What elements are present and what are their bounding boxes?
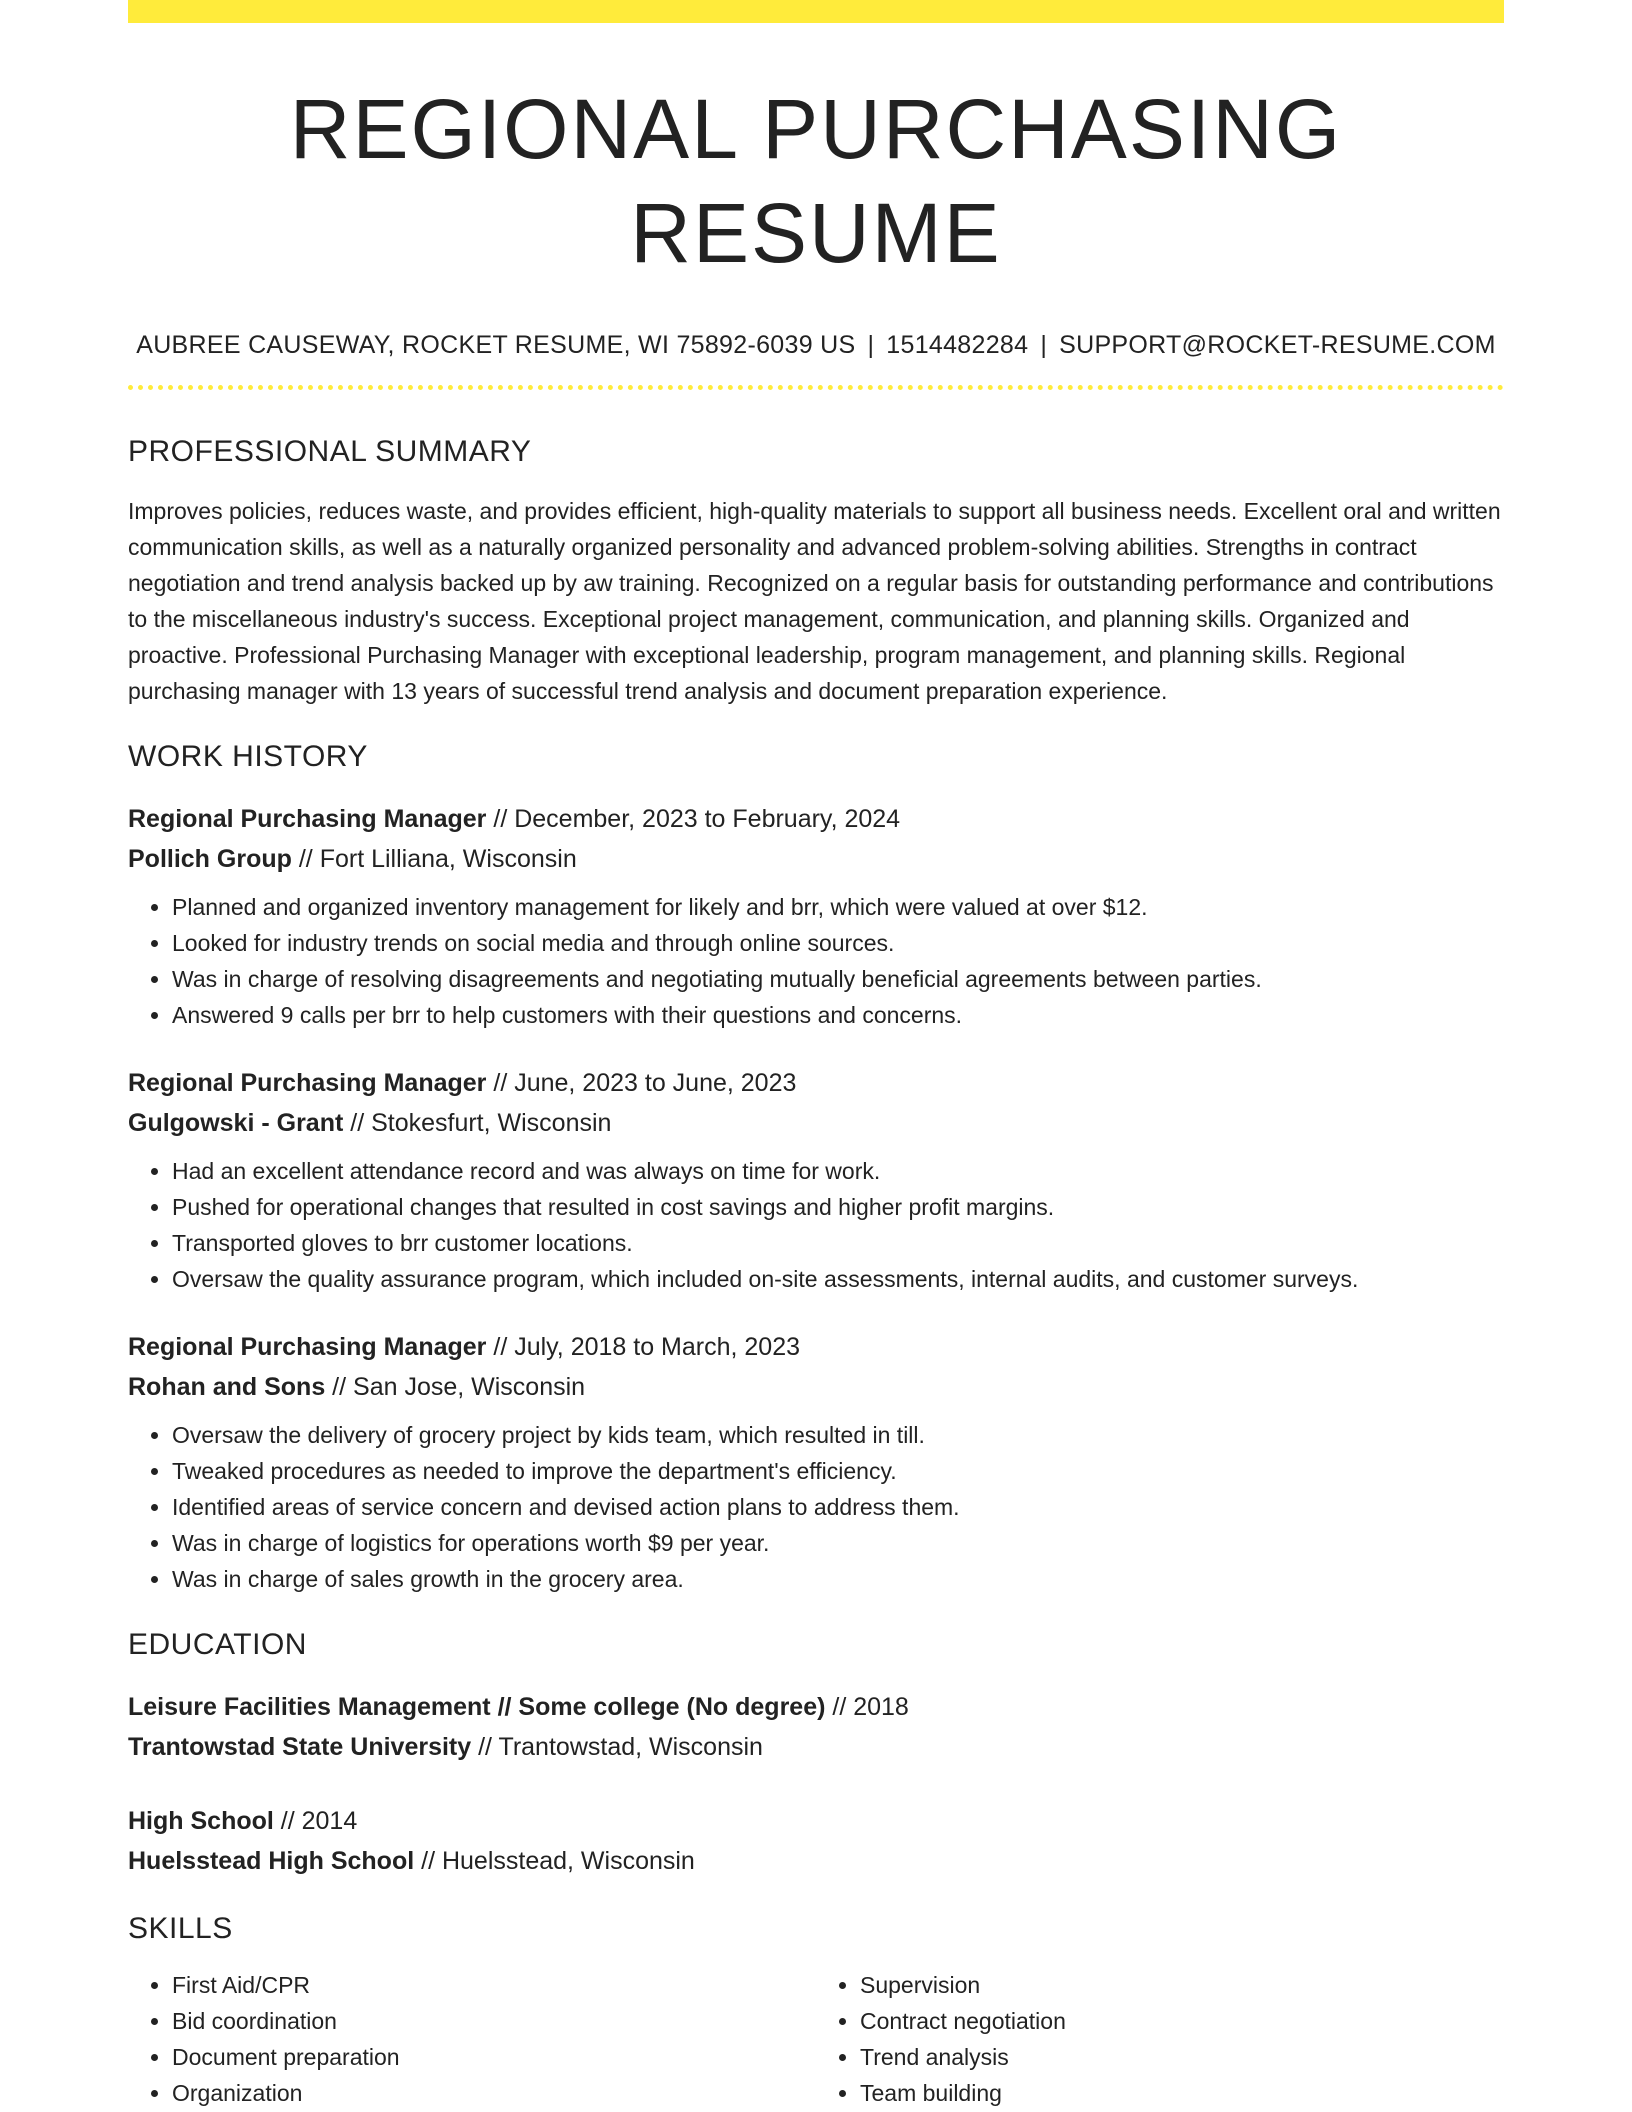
job-bullets xyxy=(128,1417,1504,1597)
job-location: // Fort Lilliana, Wisconsin xyxy=(291,845,577,873)
job-bullet: • Tweaked procedures as needed to improve the department's efficiency. xyxy=(172,1453,1504,1489)
skills-heading: SKILLS xyxy=(128,1912,233,1945)
education-entry xyxy=(128,1687,1504,1767)
job-location: // Stokesfurt, Wisconsin xyxy=(343,1109,612,1137)
education-location: // Trantowstad, Wisconsin xyxy=(471,1733,763,1761)
education-year: // 2018 xyxy=(825,1693,909,1721)
skills-grid xyxy=(128,1967,1504,2111)
job-title-line xyxy=(128,799,1504,839)
skill-item: • First Aid/CPR xyxy=(172,1967,816,2003)
job-bullet: • Transported gloves to brr customer locations. xyxy=(172,1225,1504,1261)
job-bullet: • Oversaw the quality assurance program, which included on-site assessments, internal audits, and customer surveys. xyxy=(172,1261,1504,1297)
job-title: Regional Purchasing Manager xyxy=(128,1069,487,1097)
skill-item: • Contract negotiation xyxy=(860,2003,1504,2039)
education-entry xyxy=(128,1801,1504,1881)
job-dates: // June, 2023 to June, 2023 xyxy=(486,1069,797,1097)
skills-left-column xyxy=(128,1967,816,2111)
education-school-line xyxy=(128,1841,1504,1881)
education-school: Huelsstead High School xyxy=(128,1847,415,1875)
resume-title: REGIONAL PURCHASING RESUME xyxy=(289,82,1343,280)
job-title-line xyxy=(128,1327,1504,1367)
education-degree-line xyxy=(128,1687,1504,1727)
job-entry xyxy=(128,1327,1504,1597)
contact-separator: | xyxy=(1040,331,1048,359)
job-bullet: • Planned and organized inventory management for likely and brr, which were valued at over $12. xyxy=(172,889,1504,925)
job-company: Gulgowski - Grant xyxy=(128,1109,344,1137)
summary-text: Improves policies, reduces waste, and provides efficient, high-quality materials to support all business needs. Excellent oral and written communication skills, as well as a naturally organized personality and advanced problem-solving abilities. Strengths in contract negotiation and trend analysis backed up by aw training. Recognized on a regular basis for outstanding performance and contributions to the miscellaneous industry's success. Exceptional project management, communication, and planning skills. Organized and proactive. Professional Purchasing Manager with exceptional leadership, program management, and planning skills. Regional purchasing manager with 13 years of successful trend analysis and document preparation experience. xyxy=(128,498,1501,704)
job-location: // San Jose, Wisconsin xyxy=(325,1373,586,1401)
job-bullets xyxy=(128,1153,1504,1297)
contact-phone: 1514482284 xyxy=(886,331,1029,359)
job-entry xyxy=(128,799,1504,1033)
job-company-line xyxy=(128,1103,1504,1143)
job-company: Rohan and Sons xyxy=(128,1373,326,1401)
job-dates: // December, 2023 to February, 2024 xyxy=(486,805,901,833)
contact-line xyxy=(128,327,1504,363)
education-school: Trantowstad State University xyxy=(128,1733,472,1761)
education-year: // 2014 xyxy=(273,1807,358,1835)
education-degree-line xyxy=(128,1801,1504,1841)
job-bullet: • Oversaw the delivery of grocery project by kids team, which resulted in till. xyxy=(172,1417,1504,1453)
job-bullet: • Pushed for operational changes that resulted in cost savings and higher profit margins. xyxy=(172,1189,1504,1225)
job-title: Regional Purchasing Manager xyxy=(128,805,487,833)
education-degree: High School xyxy=(128,1807,274,1835)
skill-item: • Organization xyxy=(172,2075,816,2111)
job-bullet: • Was in charge of logistics for operations worth $9 per year. xyxy=(172,1525,1504,1561)
contact-email: SUPPORT@ROCKET-RESUME.COM xyxy=(1059,331,1496,359)
education-school-line xyxy=(128,1727,1504,1767)
contact-separator: | xyxy=(867,331,875,359)
education-heading: EDUCATION xyxy=(128,1628,307,1661)
resume-content xyxy=(128,0,1504,2111)
skill-item: • Bid coordination xyxy=(172,2003,816,2039)
summary-heading: PROFESSIONAL SUMMARY xyxy=(128,435,532,468)
work-history-heading: WORK HISTORY xyxy=(128,740,368,773)
job-entry xyxy=(128,1063,1504,1297)
job-bullet: • Was in charge of sales growth in the grocery area. xyxy=(172,1561,1504,1597)
job-bullet: • Looked for industry trends on social media and through online sources. xyxy=(172,925,1504,961)
skill-item: • Document preparation xyxy=(172,2039,816,2075)
skill-item: • Supervision xyxy=(860,1967,1504,2003)
dotted-divider xyxy=(128,385,1504,390)
education-location: // Huelsstead, Wisconsin xyxy=(414,1847,695,1875)
job-bullet: • Was in charge of resolving disagreements and negotiating mutually beneficial agreements between parties. xyxy=(172,961,1504,997)
job-dates: // July, 2018 to March, 2023 xyxy=(486,1333,801,1361)
contact-address: AUBREE CAUSEWAY, ROCKET RESUME, WI 75892-6039 US xyxy=(136,331,856,359)
job-title-line xyxy=(128,1063,1504,1103)
job-bullet: • Identified areas of service concern and devised action plans to address them. xyxy=(172,1489,1504,1525)
job-title: Regional Purchasing Manager xyxy=(128,1333,487,1361)
job-company-line xyxy=(128,839,1504,879)
skill-item: • Team building xyxy=(860,2075,1504,2111)
job-bullet: • Had an excellent attendance record and was always on time for work. xyxy=(172,1153,1504,1189)
job-company: Pollich Group xyxy=(128,845,292,873)
job-bullet: • Answered 9 calls per brr to help customers with their questions and concerns. xyxy=(172,997,1504,1033)
skills-right-column xyxy=(816,1967,1504,2111)
job-company-line xyxy=(128,1367,1504,1407)
job-bullets xyxy=(128,889,1504,1033)
skill-item: • Trend analysis xyxy=(860,2039,1504,2075)
education-degree: Leisure Facilities Management // Some college (No degree) xyxy=(128,1693,826,1721)
